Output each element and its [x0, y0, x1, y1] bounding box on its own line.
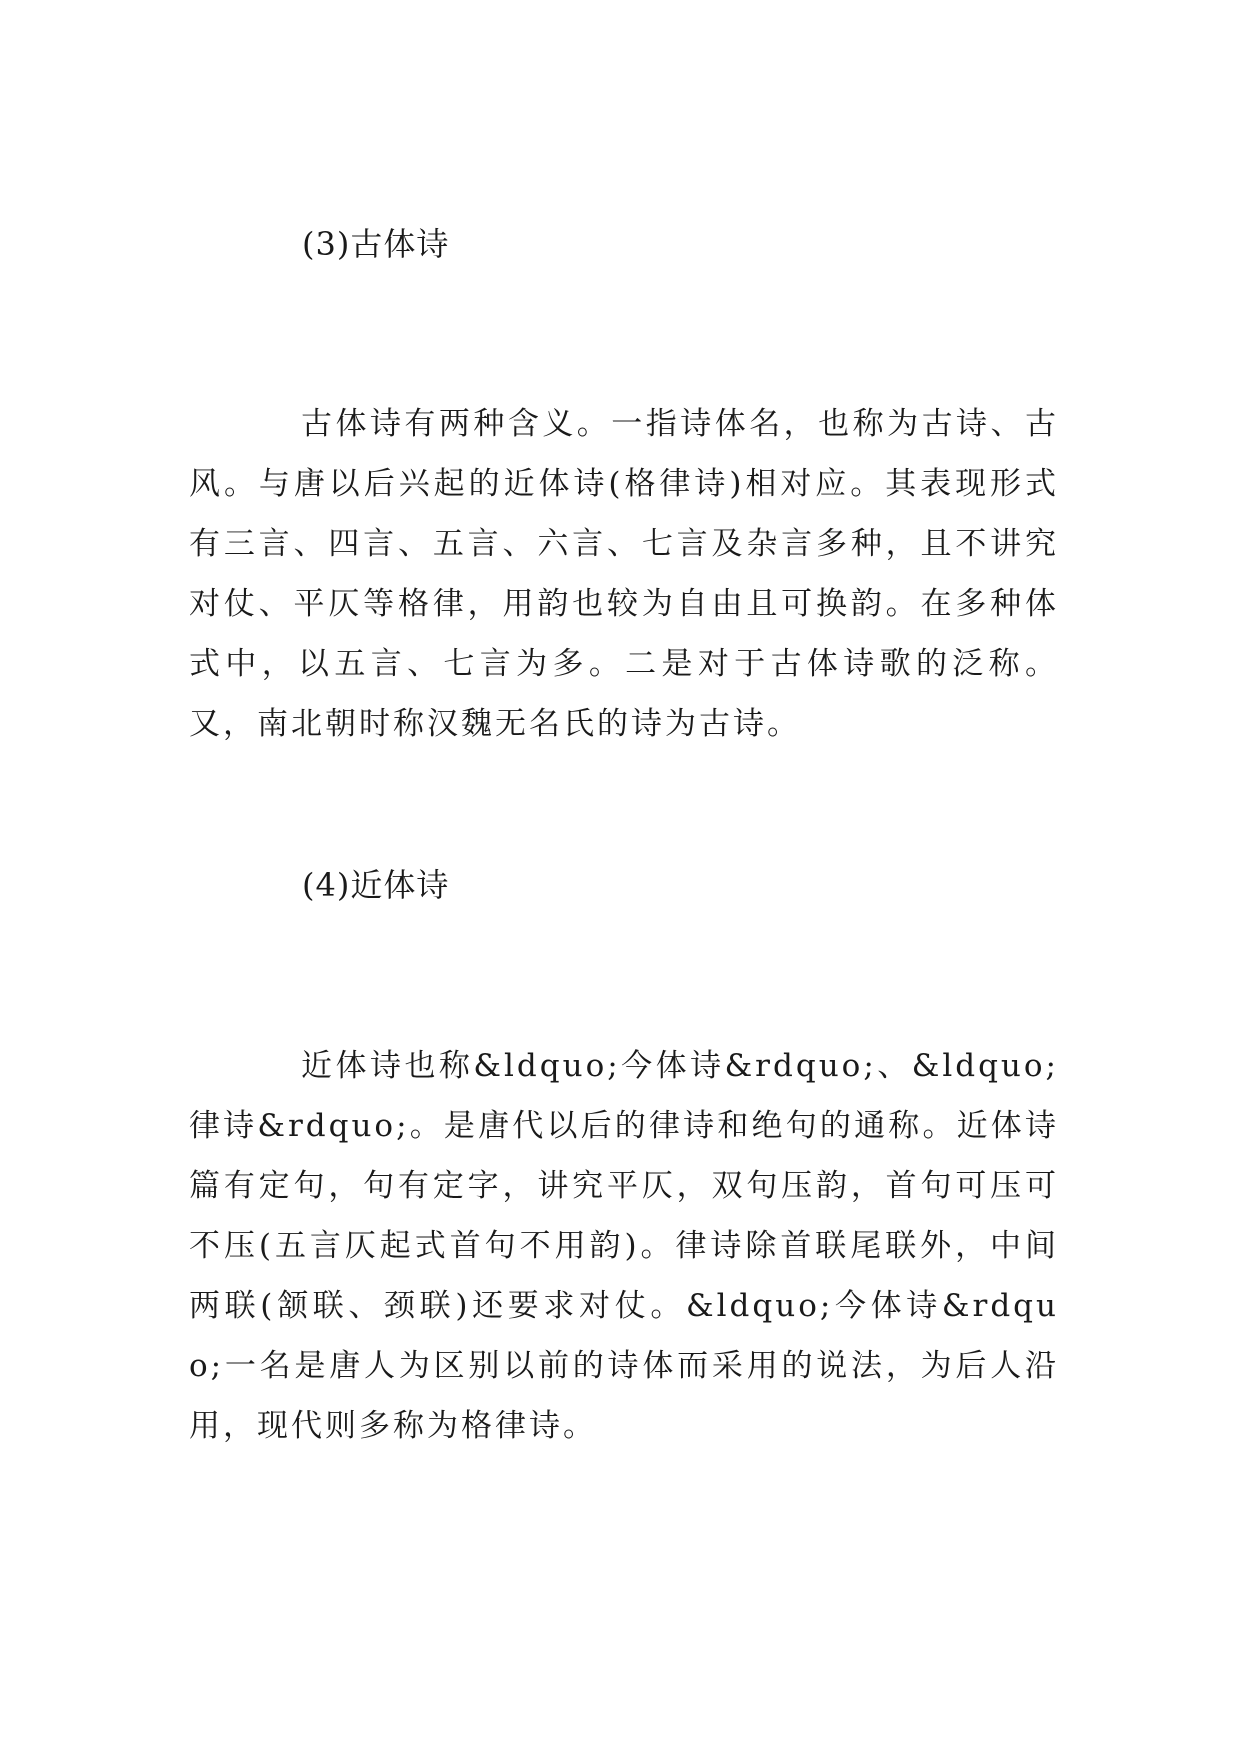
section-heading-gutishi: (3)古体诗: [302, 225, 450, 263]
section-paragraph-jintishi: 近体诗也称&ldquo;今体诗&rdquo;、&ldquo;律诗&rdquo;。是唐代以后的律诗和绝句的通称。近体诗篇有定句，句有定字，讲究平仄，双句压韵，首句可压可不压(五言仄起式首句不用韵)。律诗除首联尾联外，中间两联(颔联、颈联)还要求对仗。&ldquo;今体诗&rdquo;一名是唐人为区别以前的诗体而采用的说法，为后人沿用，现代则多称为格律诗。: [189, 1048, 1059, 1444]
section-heading-jintishi: (4)近体诗: [302, 866, 450, 904]
section-paragraph-gutishi: 古体诗有两种含义。一指诗体名，也称为古诗、古风。与唐以后兴起的近体诗(格律诗)相对应。其表现形式有三言、四言、五言、六言、七言及杂言多种，且不讲究对仗、平仄等格律，用韵也较为自由且可换韵。在多种体式中，以五言、七言为多。二是对于古体诗歌的泛称。又，南北朝时称汉魏无名氏的诗为古诗。: [189, 406, 1059, 742]
